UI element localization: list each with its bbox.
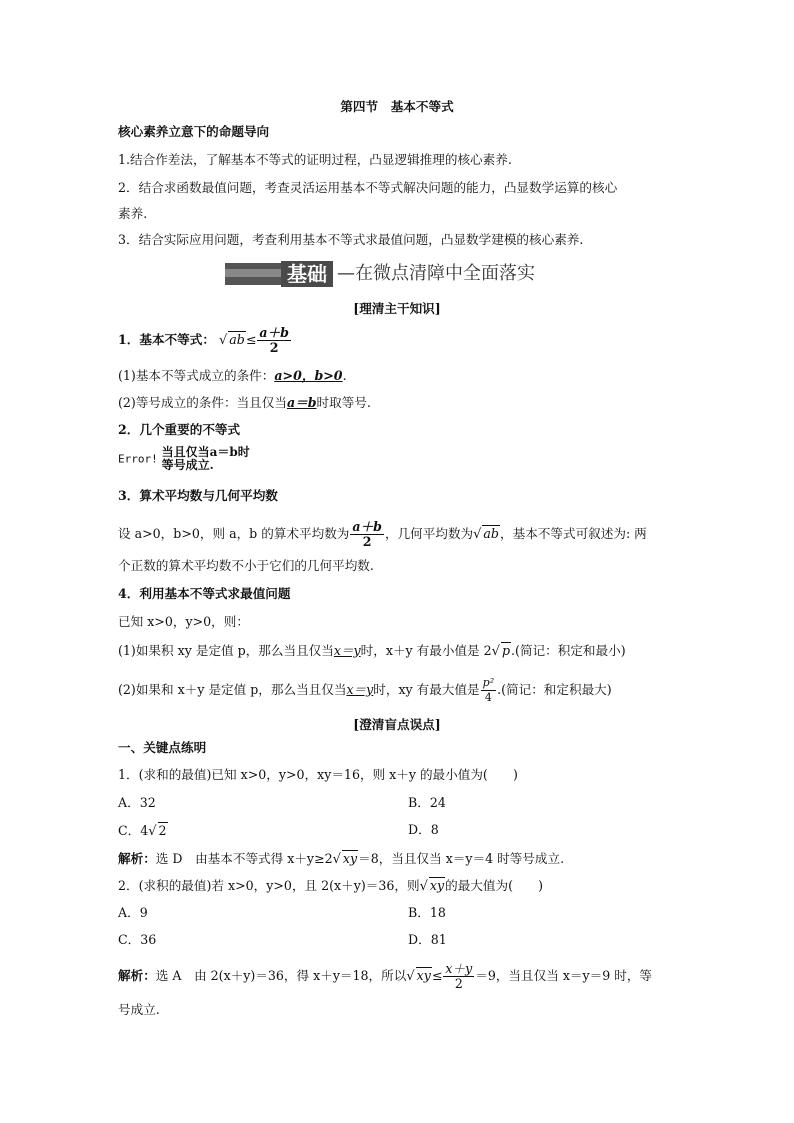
question-1: 1．(求和的最值)已知 x>0，y>0，xy＝16，则 x＋y 的最小值为( ) [118,767,518,782]
page-title: 第四节 基本不等式 [340,99,454,114]
q1-answer: 解析：选 D 由基本不等式得 x＋y≥2√ xy＝8，当且仅当 x＝y＝4 时等号成立. [118,851,565,867]
goal-3: 3．结合实际应用问题，考查利用基本不等式求最值问题，凸显数学建模的核心素养. [118,232,584,247]
knowledge-4-title: 4．利用基本不等式求最值问题 [118,586,291,601]
knowledge-1a: (1)基本不等式成立的条件：a>0，b>0. [118,368,347,383]
part-heading: 一、关键点练明 [118,740,207,755]
equality-condition: a＝b [286,395,317,410]
q2-answer: 解析：选 A 由 2(x＋y)＝36，得 x＋y＝18，所以√ xy≤ $\frac{x+y}{2}$ ＝9，当且仅当 x＝y＝9 时，等 [118,961,653,991]
section-heading-2: [澄清盲点误点] [353,717,441,732]
error-text: Error! [118,452,158,466]
knowledge-1b: (2)等号成立的条件：当且仅当a＝b时取等号. [118,395,371,410]
condition-value: a>0，b>0 [274,368,343,383]
knowledge-1: 1．基本不等式： √ ab≤ $\frac{a+b}{2}$ [118,325,289,355]
q2-option-d: D．81 [408,932,447,947]
knowledge-3-title: 3．算术平均数与几何平均数 [118,488,278,503]
knowledge-4-2: (2)如果和 x＋y 是定值 p，那么当且仅当x＝y时，xy 有最大值是 $\frac{\text{p²}}{4}$ .(简记：和定积最大) [118,676,612,704]
goal-2-cont: 素养. [118,206,148,221]
knowledge-1-title: 1．基本不等式： [118,332,215,347]
q2-option-a: A．9 [118,905,148,920]
q1-option-c: C．4√ 2 [118,823,167,839]
goal-1: 1.结合作差法，了解基本不等式的证明过程，凸显逻辑推理的核心素养. [118,152,512,167]
banner-label: 基础 [281,261,333,287]
section-subtitle: 核心素养立意下的命题导向 [118,124,270,139]
section-heading-1: [理清主干知识] [353,301,441,316]
knowledge-4-given: 已知 x>0，y>0，则： [118,614,249,629]
knowledge-3-para: 设 a>0，b>0，则 a，b 的算术平均数为 $\frac{a+b}{2}$ ，几何平均数为√ ab，基本不等式可叙述为: 两 [118,519,647,549]
q2-answer-cont: 号成立. [118,1002,160,1017]
question-2: 2．(求积的最值)若 x>0，y>0，且 2(x＋y)＝36，则√ xy的最大值为( ) [118,878,544,894]
q1-option-b: B．24 [408,795,446,810]
knowledge-3-para-cont: 个正数的算术平均数不小于它们的几何平均数. [118,558,374,573]
q2-option-c: C．36 [118,932,157,947]
goal-2: 2．结合求函数最值问题，考查灵活运用基本不等式解决问题的能力，凸显数学运算的核心 [118,180,618,195]
section-banner [225,260,565,288]
q1-option-d: D．8 [408,822,439,837]
banner-bar-stripe [225,269,281,277]
error-placeholder: Error! 当且仅当a＝b时 等号成立. [118,445,250,472]
q1-option-a: A．32 [118,795,156,810]
banner-text: —在微点清障中全面落实 [337,263,535,284]
knowledge-4-1: (1)如果积 xy 是定值 p，那么当且仅当x＝y时，x＋y 有最小值是 2√ p.(简记：积定和最小) [118,643,626,659]
q2-option-b: B．18 [408,905,446,920]
knowledge-2-title: 2．几个重要的不等式 [118,422,241,437]
